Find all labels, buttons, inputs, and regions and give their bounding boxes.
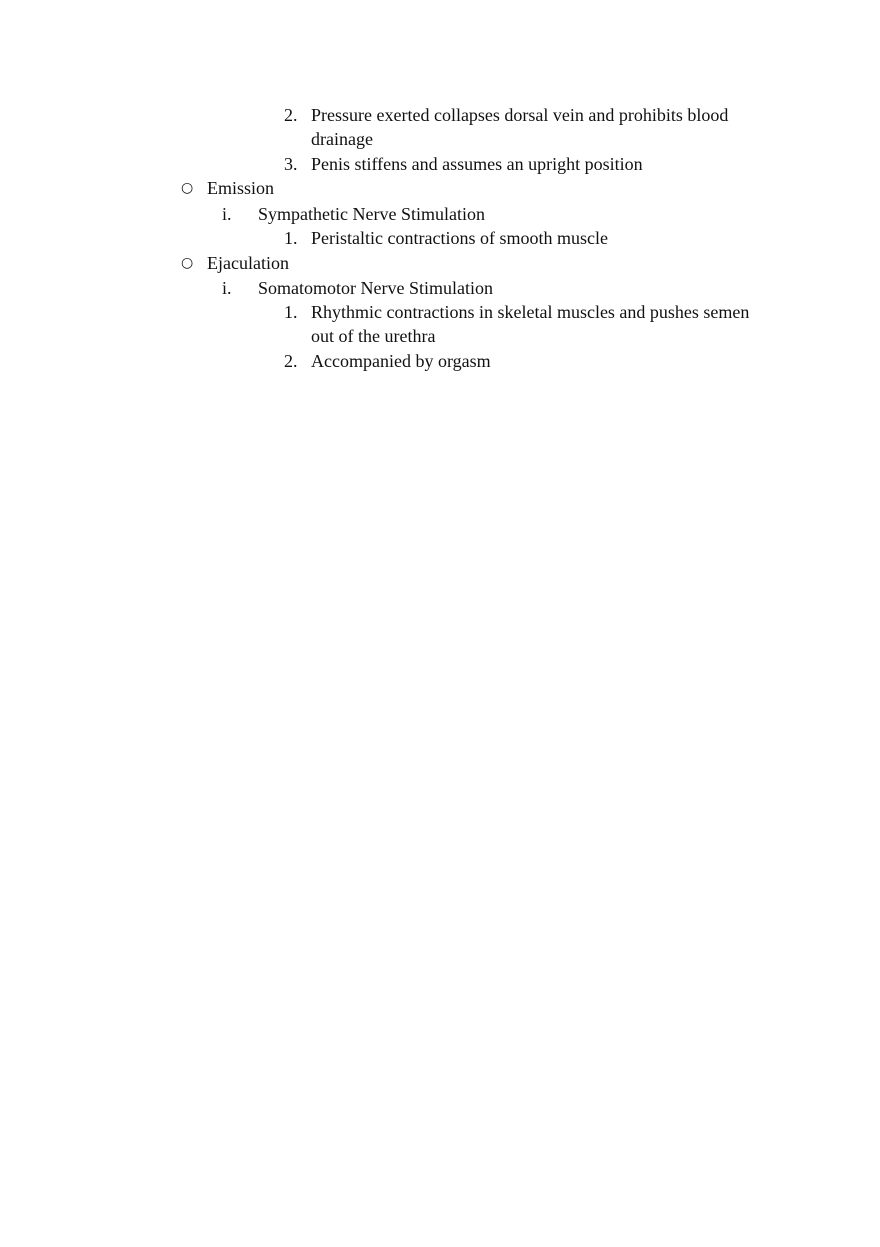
list-item-text: Somatomotor Nerve Stimulation [258, 278, 493, 298]
list-marker: 1. [284, 228, 298, 248]
list-marker: 2. [284, 105, 298, 125]
list-item-text: Pressure exerted collapses dorsal vein and prohibits blood [311, 105, 729, 125]
list-item-text: Emission [207, 178, 275, 198]
list-marker: i. [222, 204, 232, 224]
list-marker: i. [222, 278, 232, 298]
list-item-text: Rhythmic contractions in skeletal muscles and pushes semen [311, 302, 750, 322]
list-marker: 2. [284, 351, 298, 371]
hollow-circle-bullet-icon: ○ [181, 255, 194, 271]
list-item-text: Penis stiffens and assumes an upright position [311, 154, 643, 174]
list-item-text: drainage [311, 129, 373, 149]
list-item-text: out of the urethra [311, 326, 436, 346]
list-item-text: Accompanied by orgasm [311, 351, 491, 371]
hollow-circle-bullet-icon: ○ [181, 180, 194, 196]
list-marker: 3. [284, 154, 298, 174]
list-item-text: Peristaltic contractions of smooth muscle [311, 228, 608, 248]
list-marker: 1. [284, 302, 298, 322]
list-item-text: Ejaculation [207, 253, 289, 273]
list-item-text: Sympathetic Nerve Stimulation [258, 204, 485, 224]
